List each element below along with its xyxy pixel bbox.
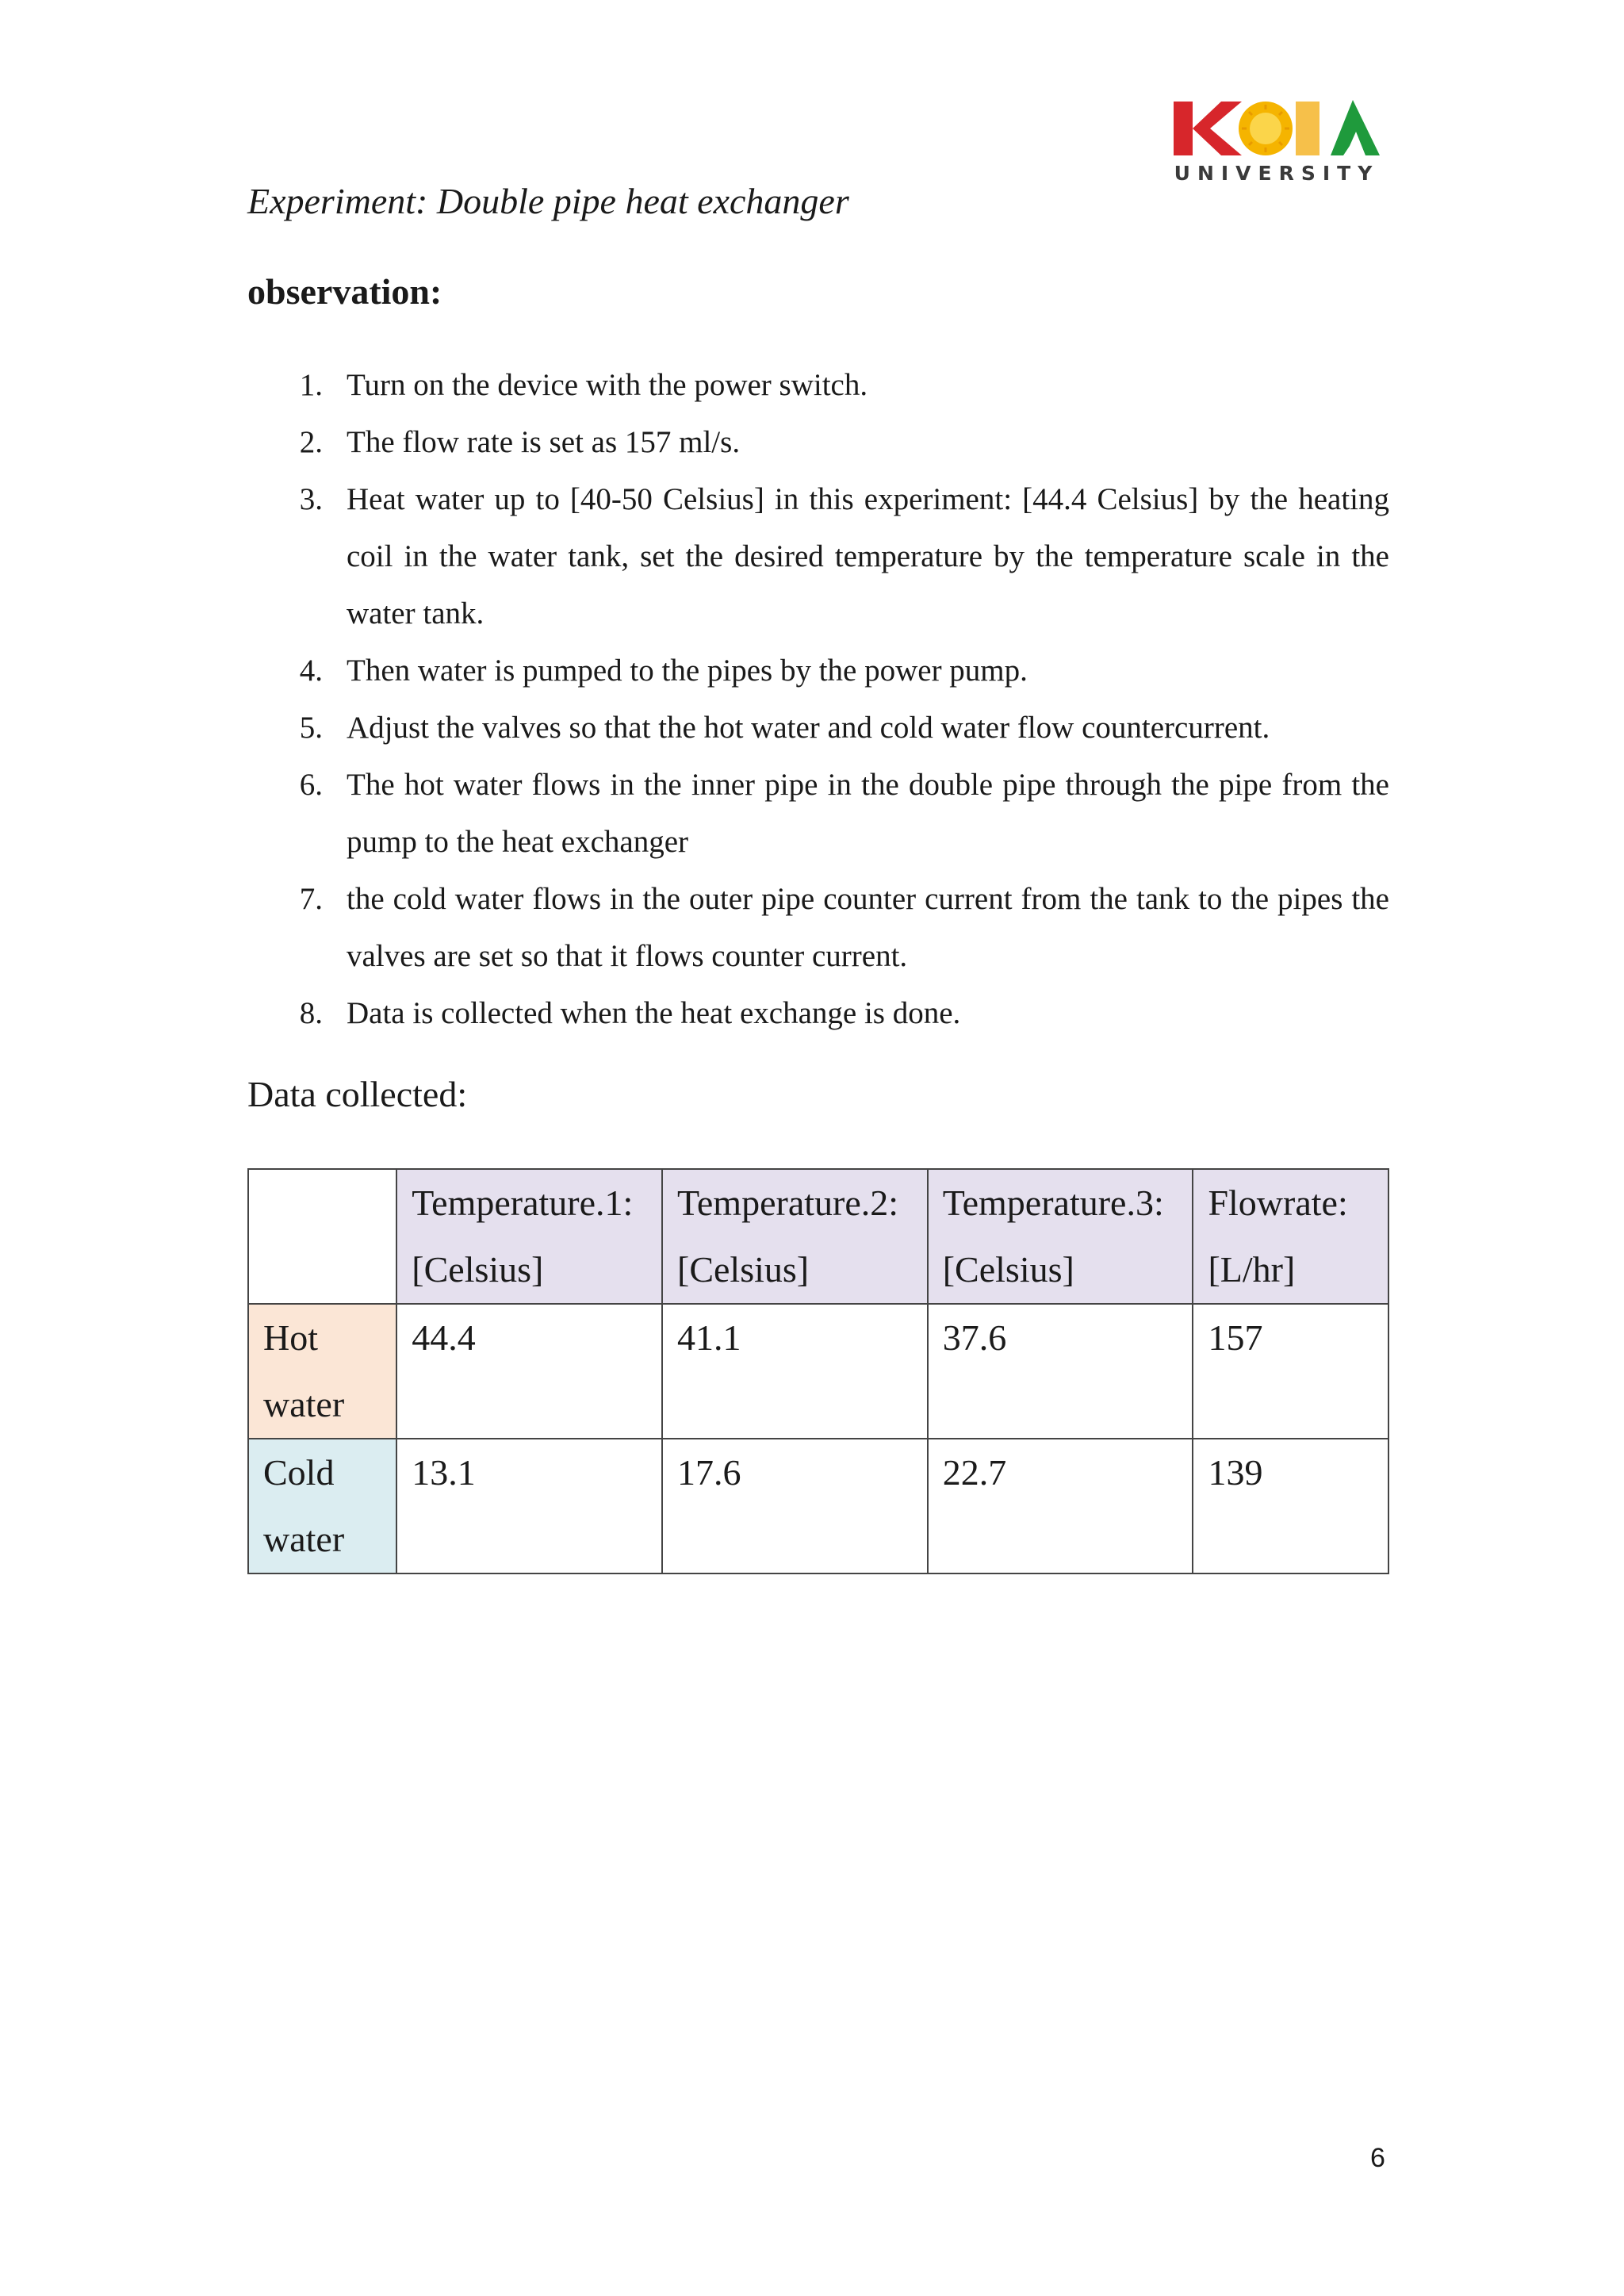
university-logo — [1172, 97, 1381, 201]
page-number: 6 — [1370, 2143, 1385, 2173]
column-header: Temperature.2: [Celsius] — [662, 1169, 928, 1304]
page-title: Experiment: Double pipe heat exchanger — [247, 181, 849, 221]
list-item — [247, 985, 1389, 1042]
list-item — [247, 471, 1389, 642]
list-item — [247, 414, 1389, 471]
logo-text: UNIVERSITY — [1174, 162, 1380, 185]
column-header: Temperature.3: [Celsius] — [928, 1169, 1193, 1304]
table-row — [248, 1304, 1388, 1439]
observation-heading: observation: — [247, 271, 442, 312]
list-text: Turn on the device with the power switch. — [347, 368, 868, 402]
list-item — [247, 642, 1389, 700]
table-cell: 13.1 — [396, 1439, 662, 1573]
list-item — [247, 757, 1389, 871]
list-text: Data is collected when the heat exchange is done. — [347, 996, 961, 1030]
list-text: Then water is pumped to the pipes by the power pump. — [347, 654, 1028, 688]
list-number: 7. — [299, 882, 323, 916]
column-header: Flowrate: [L/hr] — [1193, 1169, 1388, 1304]
observation-list — [247, 357, 1389, 1042]
table-row — [248, 1439, 1388, 1573]
list-text: Adjust the valves so that the hot water and cold water flow countercurrent. — [347, 711, 1270, 745]
koya-logo-icon — [1172, 97, 1381, 160]
list-number: 6. — [299, 768, 323, 802]
list-item — [247, 357, 1389, 414]
row-label-cold-water: Cold water — [248, 1439, 396, 1573]
list-number: 3. — [299, 482, 323, 516]
list-text: the cold water flows in the outer pipe counter current from the tank to the pipes the valves are set so that it flows counter current. — [347, 882, 1389, 973]
list-number: 8. — [299, 996, 323, 1030]
table-header-row — [248, 1169, 1388, 1304]
table-cell: 44.4 — [396, 1304, 662, 1439]
table-cell: 17.6 — [662, 1439, 928, 1573]
column-header: Temperature.1: [Celsius] — [396, 1169, 662, 1304]
table-cell: 157 — [1193, 1304, 1388, 1439]
data-collected-heading: Data collected: — [247, 1074, 468, 1114]
list-text: The flow rate is set as 157 ml/s. — [347, 425, 741, 459]
row-label-hot-water: Hot water — [248, 1304, 396, 1439]
table-corner-cell — [248, 1169, 396, 1304]
list-number: 5. — [299, 711, 323, 745]
list-number: 1. — [299, 368, 323, 402]
list-text: Heat water up to [40-50 Celsius] in this experiment: [44.4 Celsius] by the heating coil in the water tank, set the desired temperature by the temperature scale in the water tank. — [347, 482, 1389, 631]
data-table — [247, 1168, 1389, 1574]
list-item — [247, 871, 1389, 985]
table-cell: 41.1 — [662, 1304, 928, 1439]
list-number: 2. — [299, 425, 323, 459]
list-number: 4. — [299, 654, 323, 688]
table-cell: 139 — [1193, 1439, 1388, 1573]
table-cell: 37.6 — [928, 1304, 1193, 1439]
table-cell: 22.7 — [928, 1439, 1193, 1573]
list-item — [247, 700, 1389, 757]
list-text: The hot water flows in the inner pipe in the double pipe through the pipe from the pump to the heat exchanger — [347, 768, 1389, 859]
